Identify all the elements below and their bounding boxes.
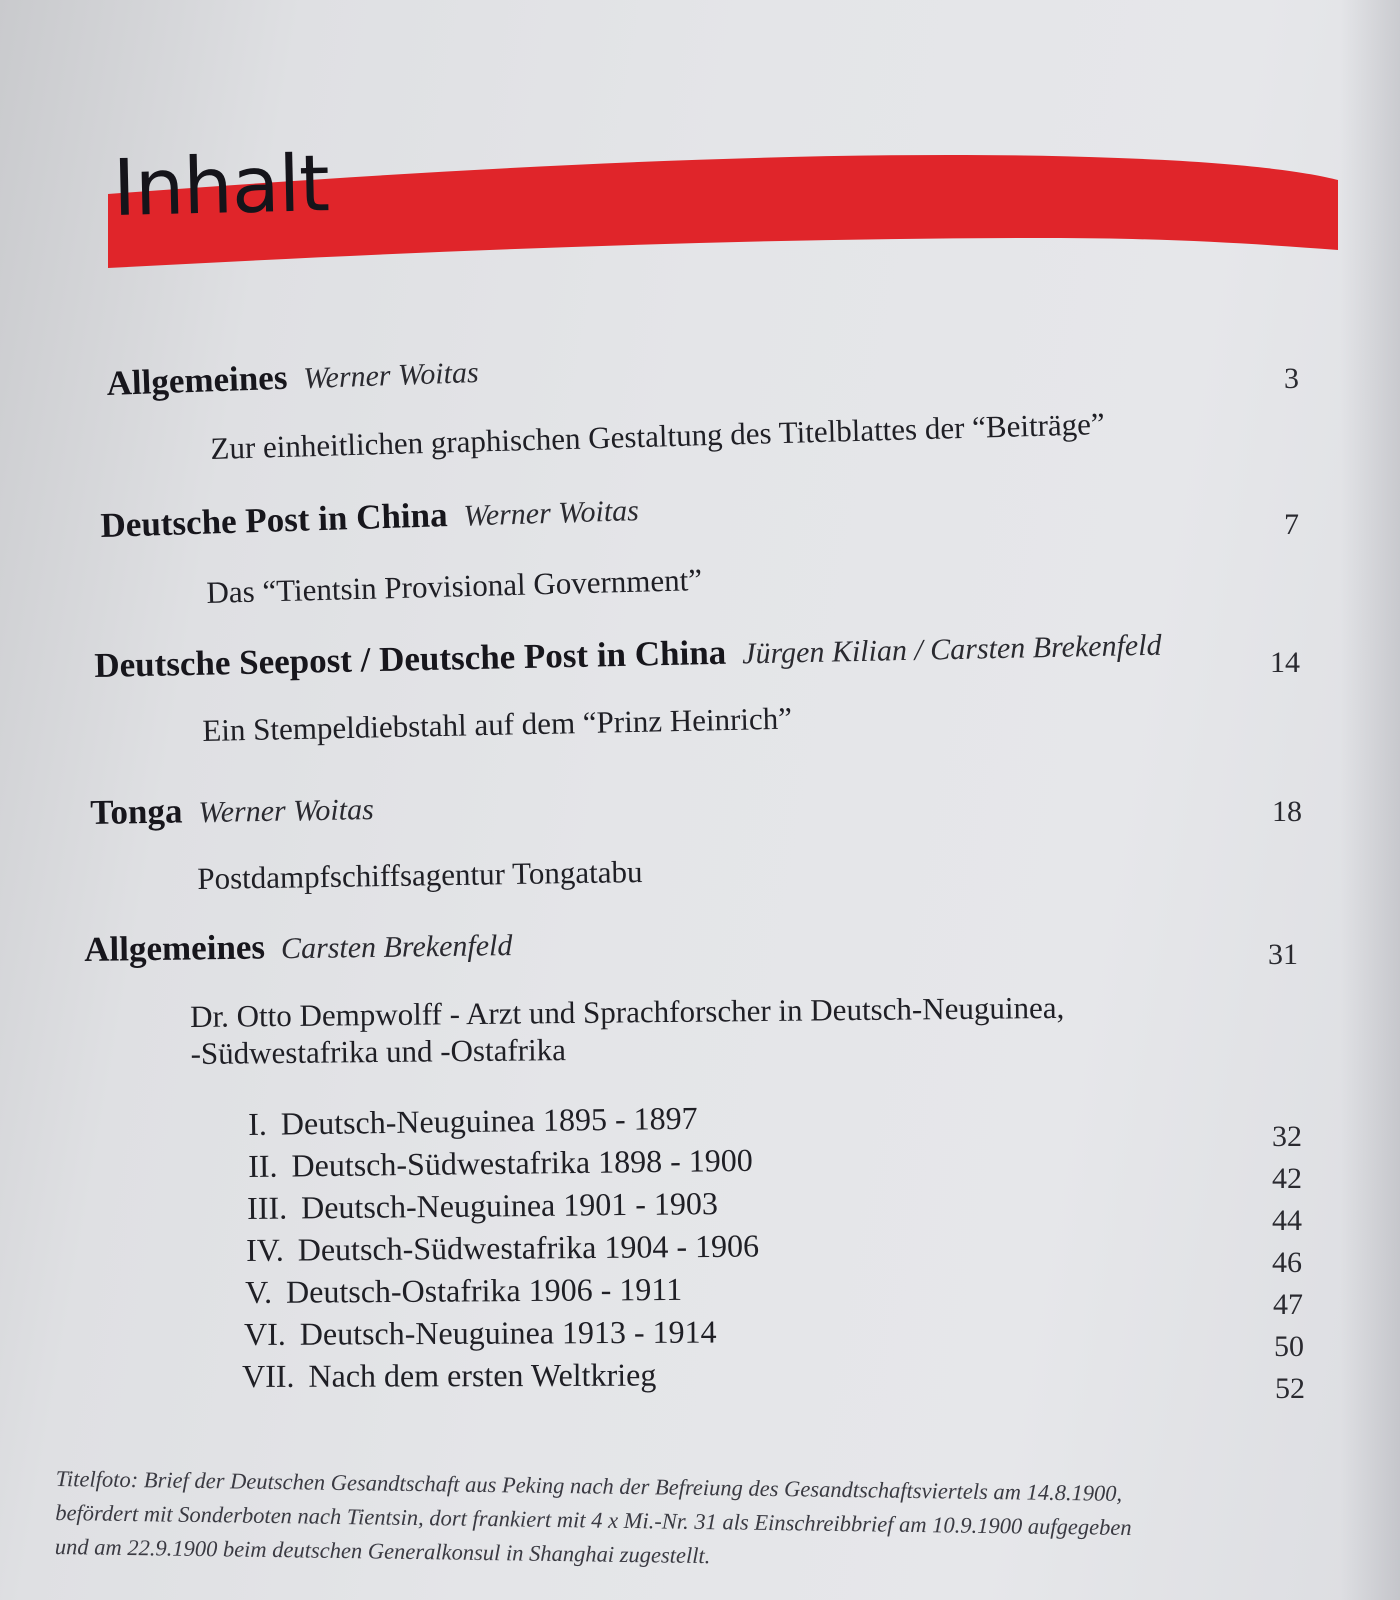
chapter-item <box>247 1187 718 1224</box>
chapter-item <box>245 1227 760 1268</box>
chapter-numeral: VI. <box>243 1315 286 1352</box>
chapter-page-number: 50 <box>1274 1330 1304 1363</box>
chapter-numeral: VII. <box>241 1357 295 1394</box>
chapter-title: Deutsch-Neuguinea 1913 - 1914 <box>299 1313 717 1352</box>
chapter-numeral: I. <box>247 1105 268 1142</box>
chapter-title: Deutsch-Ostafrika 1906 - 1911 <box>285 1270 683 1310</box>
chapter-numeral: V. <box>244 1273 273 1310</box>
entry-title: Allgemeines <box>83 927 266 969</box>
entry-title: Deutsche Seepost / Deutsche Post in China <box>93 632 727 685</box>
chapter-numeral: IV. <box>245 1231 284 1268</box>
entry-page-number: 7 <box>1284 508 1299 541</box>
chapter-title: Deutsch-Südwestafrika 1898 - 1900 <box>291 1141 753 1184</box>
chapter-page-number: 46 <box>1272 1246 1302 1279</box>
chapter-item <box>247 1141 753 1184</box>
chapter-item <box>241 1356 657 1394</box>
entry-page-number: 18 <box>1272 795 1302 828</box>
entry-subtitle: Ein Stempeldiebstahl auf dem “Prinz Heinrich” <box>202 700 793 748</box>
caption-line: und am 22.9.1900 beim deutschen Generalkonsul in Shanghai zugestellt. <box>54 1533 711 1568</box>
chapter-title: Deutsch-Neuguinea 1895 - 1897 <box>280 1099 698 1142</box>
entry-author: Carsten Brekenfeld <box>280 929 513 966</box>
chapter-page-number: 42 <box>1272 1162 1302 1195</box>
entry-title: Deutsche Post in China <box>99 495 449 545</box>
entry-author: Jürgen Kilian / Carsten Brekenfeld <box>741 628 1162 671</box>
entry-author: Werner Woitas <box>463 494 640 533</box>
caption-line: Titelfoto: Brief der Deutschen Gesandtschaft aus Peking nach der Befreiung des Gesandtschaftsviertels am 14.8.1900, <box>55 1465 1123 1506</box>
chapter-title: Deutsch-Südwestafrika 1904 - 1906 <box>297 1227 760 1268</box>
toc-entry-tonga <box>90 790 374 830</box>
toc-entry-deutsche-post-china <box>100 491 639 543</box>
chapter-numeral: II. <box>247 1147 278 1184</box>
chapter-title: Deutsch-Neuguinea 1901 - 1903 <box>300 1185 719 1226</box>
entry-subtitle: Postdampfschiffsagentur Tongatabu <box>197 854 643 896</box>
page-title: Inhalt <box>111 139 330 234</box>
entry-author: Werner Woitas <box>302 356 480 396</box>
chapter-numeral: III. <box>246 1189 288 1226</box>
chapter-page-number: 32 <box>1272 1120 1302 1153</box>
toc-entry-deutsche-seepost <box>94 626 1162 683</box>
entry-title: Allgemeines <box>105 357 288 403</box>
chapter-page-number: 52 <box>1275 1372 1305 1405</box>
caption-line: befördert mit Sonderboten nach Tientsin, dort frankiert mit 4 x Mi.-Nr. 31 als Einschreibbrief am 10.9.1900 aufgegeben <box>55 1499 1132 1540</box>
toc-entry-allgemeines-1 <box>106 353 479 401</box>
photo-caption <box>55 1462 1346 1581</box>
entry-page-number: 31 <box>1268 938 1298 971</box>
chapter-page-number: 47 <box>1273 1288 1303 1321</box>
chapter-page-number: 44 <box>1272 1204 1302 1237</box>
toc-entry-allgemeines-2 <box>84 926 513 967</box>
entry-title: Tonga <box>89 791 183 832</box>
chapter-item <box>243 1313 717 1352</box>
entry-subtitle: Zur einheitlichen graphischen Gestaltung des Titelblattes der “Beiträge” <box>210 406 1106 466</box>
entry-subtitle: Das “Tientsin Provisional Government” <box>206 562 703 610</box>
entry-page-number: 14 <box>1270 646 1300 679</box>
chapter-title: Nach dem ersten Weltkrieg <box>308 1356 657 1394</box>
entry-author: Werner Woitas <box>198 793 375 830</box>
entry-subtitle-line: -Südwestafrika und -Ostafrika <box>190 1032 567 1072</box>
entry-subtitle-multiline <box>190 989 1065 1073</box>
chapter-item <box>247 1099 698 1142</box>
chapter-item <box>244 1270 683 1310</box>
entry-subtitle-line: Dr. Otto Dempwolff - Arzt und Sprachforscher in Deutsch-Neuguinea, <box>190 989 1065 1034</box>
entry-page-number: 3 <box>1284 362 1299 395</box>
